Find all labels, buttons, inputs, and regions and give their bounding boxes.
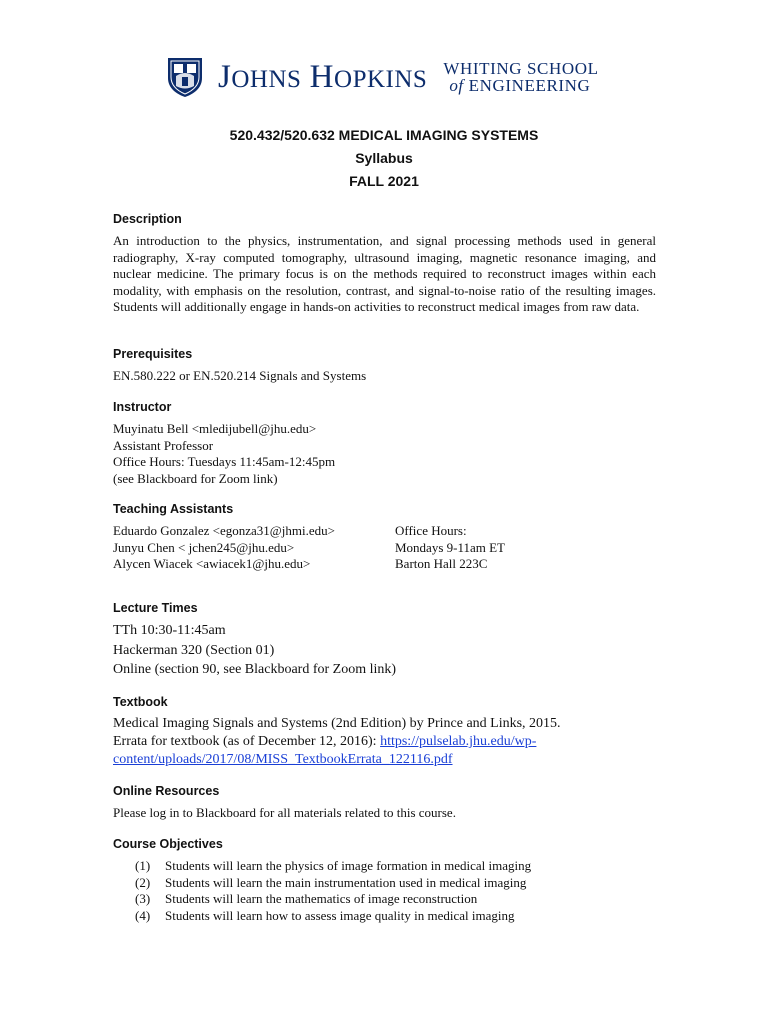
instructor-section <box>113 399 656 487</box>
lecture-room: Hackerman 320 (Section 01) <box>113 642 275 658</box>
list-item: (1) Students will learn the physics of image formation in medical imaging <box>135 858 532 873</box>
ta-section <box>113 501 656 573</box>
textbook-title: Medical Imaging Signals and Systems (2nd Edition) by Prince and Links, 2015. <box>113 716 561 731</box>
prerequisites-section <box>113 346 656 385</box>
ta-office-hours-label: Office Hours: <box>395 523 467 538</box>
ta-office-hours-time: Mondays 9-11am ET <box>395 539 505 555</box>
ta-heading: Teaching Assistants <box>113 502 234 516</box>
instructor-office-hours: Office Hours: Tuesdays 11:45am-12:45pm <box>113 454 336 470</box>
ta-name: Alycen Wiacek <awiacek1@jhu.edu> <box>113 556 311 572</box>
online-resources-section <box>113 783 656 822</box>
whiting-school-wordmark: WHITING SCHOOL of ENGINEERING <box>443 59 599 95</box>
term: FALL 2021 <box>349 173 419 189</box>
jhu-logo <box>166 56 599 98</box>
lecture-times-heading: Lecture Times <box>113 601 198 615</box>
prerequisites-text: EN.580.222 or EN.520.214 Signals and Systems <box>113 368 367 383</box>
errata-link[interactable]: https://pulselab.jhu.edu/wp- <box>380 734 537 749</box>
prerequisites-heading: Prerequisites <box>113 347 193 361</box>
textbook-heading: Textbook <box>113 695 168 709</box>
list-item: (3) Students will learn the mathematics of image reconstruction <box>135 891 478 907</box>
ta-name: Junyu Chen < jchen245@jhu.edu> <box>113 539 295 555</box>
lecture-schedule: TTh 10:30-11:45am <box>113 623 226 638</box>
course-objectives-section <box>113 836 656 924</box>
errata-link-continued[interactable]: content/uploads/2017/08/MISS_TextbookErrata_122116.pdf <box>113 752 453 767</box>
description-text: An introduction to the physics, instrumentation, and signal processing methods used in general radiography, X-ray computed tomography, ultrasound imaging, magnetic resonance imaging, and nuclear medicine. The primary focus is on the methods required to reconstruct images within each modality, with emphasis on the resolution, contrast, and signal-to-noise ratio of the resulting images. Students will additionally engage in hands-on activities to reconstruct medical images from raw data. <box>113 233 656 315</box>
objectives-list <box>113 858 656 924</box>
description-heading: Description <box>113 212 182 226</box>
lecture-online: Online (section 90, see Blackboard for Zoom link) <box>113 662 397 677</box>
instructor-title: Assistant Professor <box>113 437 214 453</box>
textbook-section <box>113 694 656 769</box>
instructor-heading: Instructor <box>113 400 172 414</box>
online-resources-text: Please log in to Blackboard for all materials related to this course. <box>113 805 456 820</box>
lecture-times-section <box>113 600 656 680</box>
online-resources-heading: Online Resources <box>113 784 220 798</box>
course-title: 520.432/520.632 MEDICAL IMAGING SYSTEMS <box>229 127 539 143</box>
course-objectives-heading: Course Objectives <box>113 837 223 851</box>
ta-name: Eduardo Gonzalez <egonza31@jhmi.edu> <box>113 523 335 538</box>
list-item: (4) Students will learn how to assess image quality in medical imaging <box>135 907 515 923</box>
title-block <box>0 124 768 193</box>
ta-office-hours-location: Barton Hall 223C <box>395 556 488 572</box>
jhu-shield-icon <box>166 56 204 98</box>
instructor-name: Muyinatu Bell <mledijubell@jhu.edu> <box>113 421 317 436</box>
list-item: (2) Students will learn the main instrumentation used in medical imaging <box>135 874 527 890</box>
instructor-zoom-note: (see Blackboard for Zoom link) <box>113 470 278 486</box>
johns-hopkins-wordmark: JOHNS HOPKINS <box>218 58 428 95</box>
doc-type: Syllabus <box>355 150 413 166</box>
description-section <box>113 211 656 316</box>
errata-label: Errata for textbook (as of December 12, 2016): <box>113 734 381 749</box>
